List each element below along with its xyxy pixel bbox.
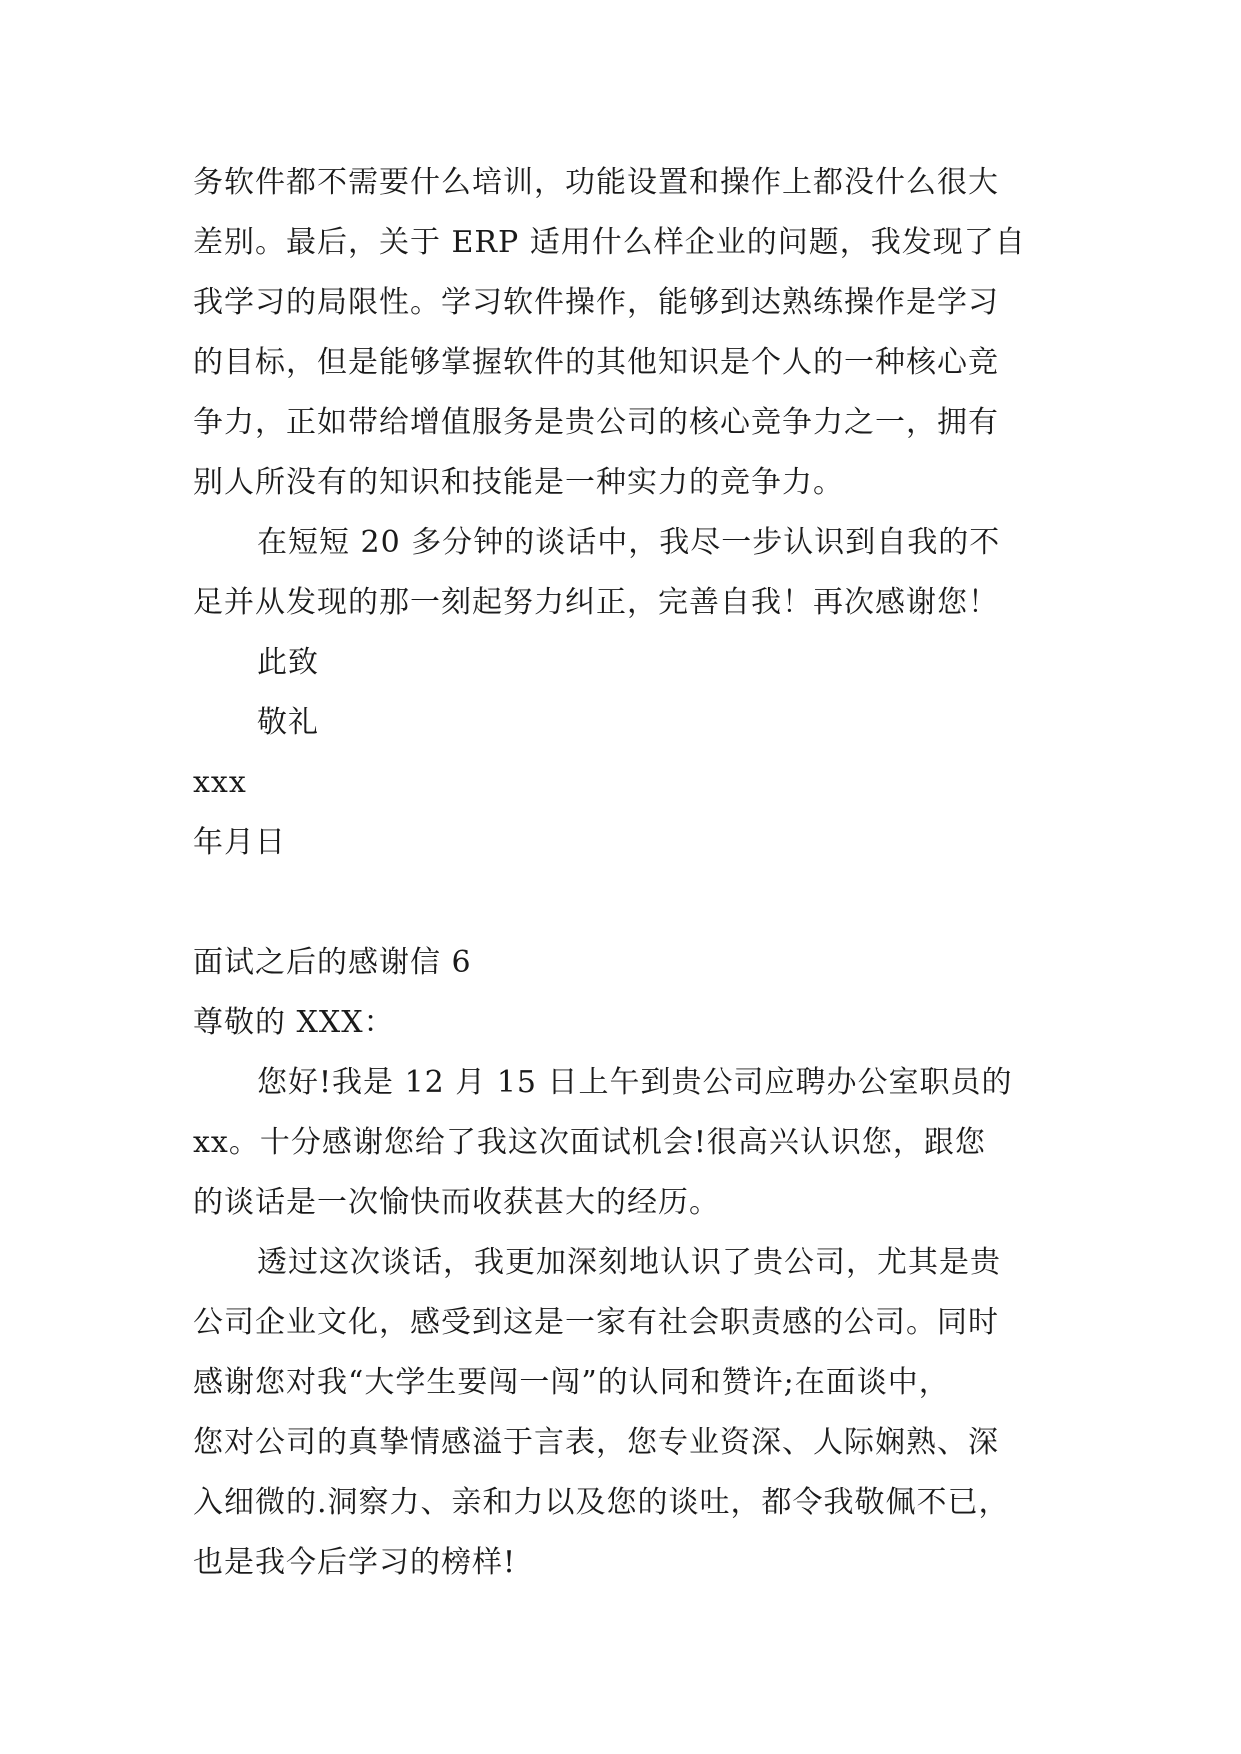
body-line: xx。十分感谢您给了我这次面试机会!很高兴认识您，跟您 (193, 1125, 986, 1160)
paragraph-first-line: 透过这次谈话，我更加深刻地认识了贵公司，尤其是贵 (257, 1245, 1001, 1280)
paragraph-first-line: 您好!我是 12 月 15 日上午到贵公司应聘办公室职员的 (257, 1065, 1013, 1100)
body-line: 争力，正如带给增值服务是贵公司的核心竞争力之一，拥有 (193, 405, 999, 440)
paragraph-first-line: 在短短 20 多分钟的谈话中，我尽一步认识到自我的不 (257, 525, 1001, 560)
closing-regards: 敬礼 (257, 705, 319, 740)
body-line: 我学习的局限性。学习软件操作，能够到达熟练操作是学习 (193, 285, 999, 320)
body-line: 入细微的.洞察力、亲和力以及您的谈吐，都令我敬佩不已， (193, 1485, 1010, 1520)
letter-greeting: 尊敬的 XXX： (193, 1005, 395, 1040)
body-line: 别人所没有的知识和技能是一种实力的竞争力。 (193, 465, 844, 500)
closing-salutation: 此致 (257, 645, 319, 680)
body-line: 差别。最后，关于 ERP 适用什么样企业的问题，我发现了自 (193, 225, 1026, 260)
body-line: 务软件都不需要什么培训，功能设置和操作上都没什么很大 (193, 165, 999, 200)
letter-title: 面试之后的感谢信 6 (193, 945, 472, 980)
signature-name: xxx (193, 765, 247, 800)
body-line: 的目标，但是能够掌握软件的其他知识是个人的一种核心竞 (193, 345, 999, 380)
body-line: 您对公司的真挚情感溢于言表，您专业资深、人际娴熟、深 (193, 1425, 999, 1460)
body-line: 足并从发现的那一刻起努力纠正，完善自我！再次感谢您！ (193, 585, 999, 620)
body-line: 的谈话是一次愉快而收获甚大的经历。 (193, 1185, 720, 1220)
body-line: 也是我今后学习的榜样! (193, 1545, 517, 1580)
body-line: 感谢您对我“大学生要闯一闯”的认同和赞许;在面谈中， (193, 1365, 950, 1400)
signature-date: 年月日 (193, 825, 286, 860)
body-line: 公司企业文化，感受到这是一家有社会职责感的公司。同时 (193, 1305, 999, 1340)
